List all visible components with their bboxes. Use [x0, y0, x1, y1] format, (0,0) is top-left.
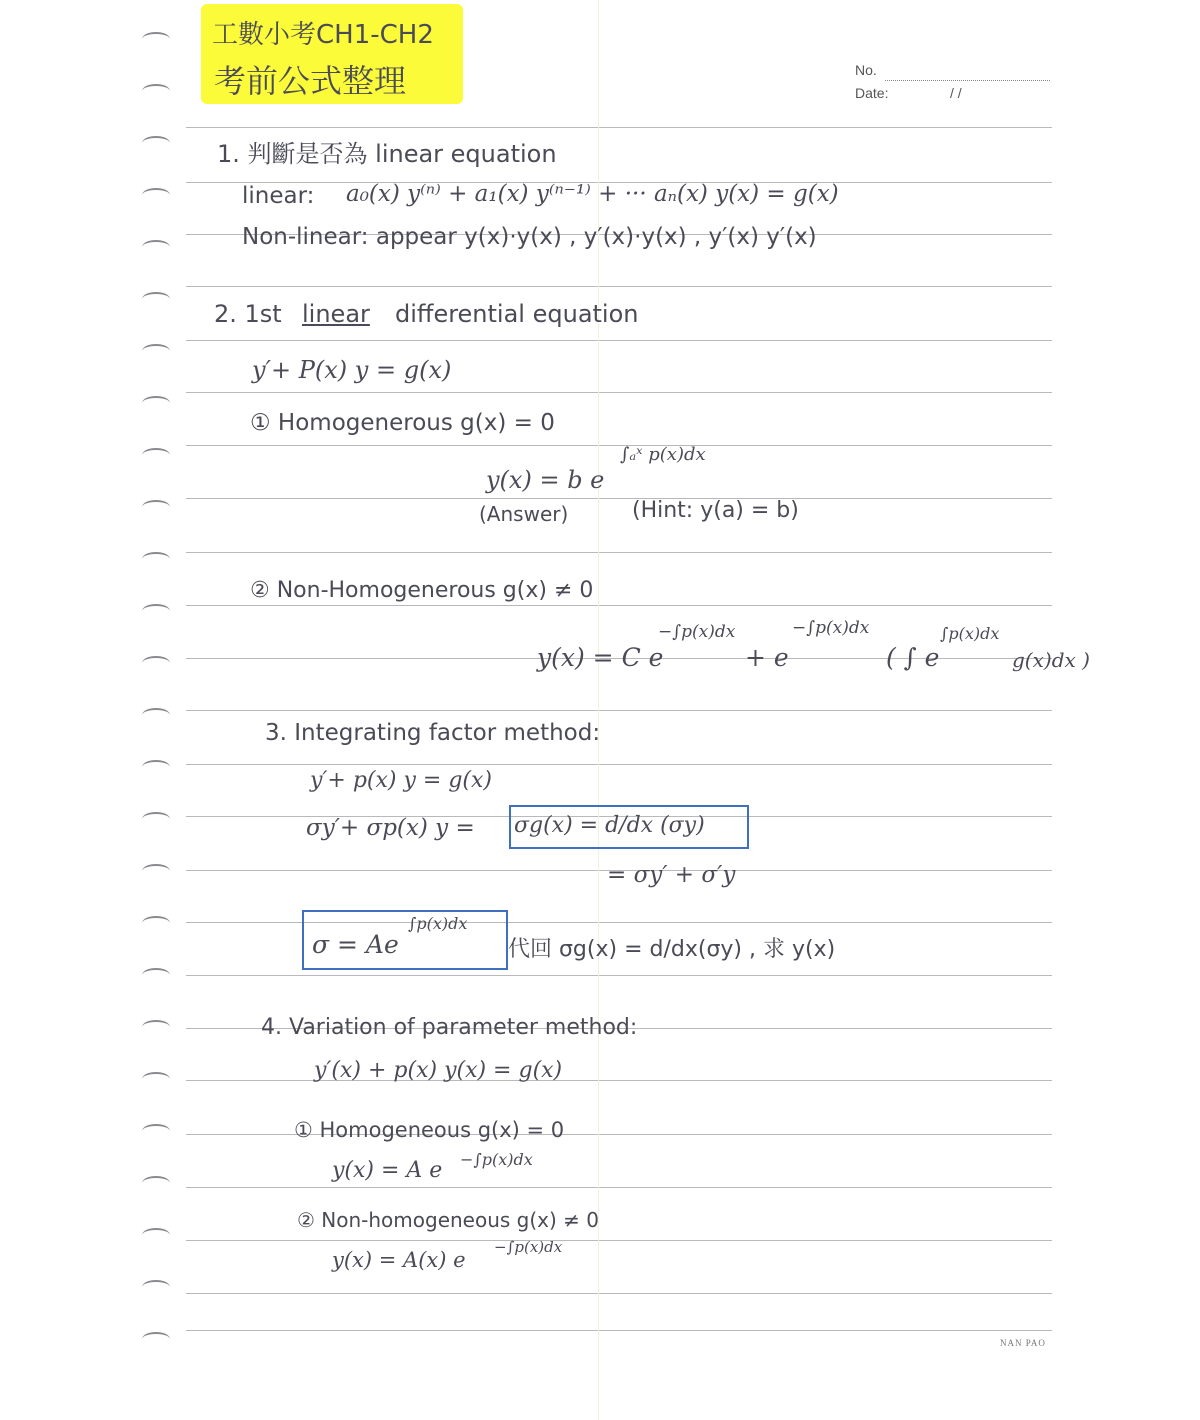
ruled-line — [186, 340, 1052, 341]
binder-hole — [142, 448, 170, 462]
binder-hole — [142, 812, 170, 826]
binder-hole — [142, 1072, 170, 1086]
section-3-equation: y′+ p(x) y = g(x) — [310, 768, 493, 793]
ruled-line — [186, 1293, 1052, 1294]
section-4-equation: y′(x) + p(x) y(x) = g(x) — [314, 1058, 563, 1083]
substitute-back-note: 代回 σg(x) = d/dx(σy) , 求 y(x) — [508, 937, 836, 962]
binder-hole — [142, 240, 170, 254]
answer-label: (Answer) — [479, 502, 569, 526]
ruled-line — [186, 764, 1052, 765]
nonhomogeneous-solution-term1: y(x) = C e — [537, 643, 664, 672]
ruled-line — [186, 975, 1052, 976]
binder-hole — [142, 1020, 170, 1034]
binder-hole — [142, 1176, 170, 1190]
binder-hole — [142, 552, 170, 566]
binder-hole — [142, 396, 170, 410]
ruled-line — [186, 1240, 1052, 1241]
binder-hole — [142, 656, 170, 670]
brand-label: NAN PAO — [1000, 1338, 1046, 1348]
no-line — [885, 80, 1050, 81]
binder-hole — [142, 292, 170, 306]
section-4-homogeneous-exponent: −∫p(x)dx — [460, 1150, 533, 1169]
product-rule-expansion: = σy′ + σ′y — [607, 862, 736, 888]
homogeneous-exponent: ∫ₐˣ p(x)dx — [620, 444, 706, 465]
sigma-exponent: ∫p(x)dx — [408, 914, 468, 933]
ruled-line — [186, 127, 1052, 128]
section-4-nonhomogeneous: ② Non-homogeneous g(x) ≠ 0 — [297, 1208, 600, 1232]
section-2-heading-rest: differential equation — [395, 300, 639, 328]
ruled-line — [186, 710, 1052, 711]
section-3-multiplied: σy′+ σp(x) y = — [306, 815, 475, 841]
binder-hole — [142, 760, 170, 774]
binder-hole — [142, 604, 170, 618]
section-2-underlined: linear — [302, 300, 370, 328]
linear-label: linear: — [242, 183, 315, 209]
section-2-equation: y′+ P(x) y = g(x) — [252, 356, 452, 384]
ruled-line — [186, 605, 1052, 606]
title-line-1: 工數小考CH1-CH2 — [212, 20, 434, 50]
ruled-line — [186, 552, 1052, 553]
binder-hole — [142, 32, 170, 46]
binder-hole — [142, 708, 170, 722]
ruled-line — [186, 1187, 1052, 1188]
homogeneous-case: ① Homogenerous g(x) = 0 — [250, 410, 555, 436]
ruled-line — [186, 286, 1052, 287]
binder-hole — [142, 188, 170, 202]
margin-line — [598, 0, 599, 1420]
no-label: No. — [855, 62, 877, 78]
section-4-nonhomogeneous-solution: y(x) = A(x) e — [332, 1248, 466, 1272]
nonlinear-condition: Non-linear: appear y(x)·y(x) , y′(x)·y(x) , y′(x) y′(x) — [242, 224, 817, 250]
section-2-number: 2. 1st — [214, 300, 282, 328]
sigma-definition: σ = Ae — [312, 930, 399, 959]
binder-hole — [142, 84, 170, 98]
binder-hole — [142, 344, 170, 358]
section-4-homogeneous-solution: y(x) = A e — [332, 1158, 443, 1183]
nonhomogeneous-case: ② Non-Homogenerous g(x) ≠ 0 — [250, 578, 594, 603]
binder-hole — [142, 136, 170, 150]
binder-hole — [142, 1280, 170, 1294]
date-label: Date: — [855, 85, 889, 101]
nonhomogeneous-integral: ( ∫ e — [886, 643, 940, 672]
binder-hole — [142, 1228, 170, 1242]
section-4-homogeneous: ① Homogeneous g(x) = 0 — [294, 1118, 565, 1142]
binder-hole — [142, 500, 170, 514]
title-line-2: 考前公式整理 — [214, 62, 407, 100]
nonhomogeneous-plus-e: + e — [745, 643, 789, 672]
section-1-heading: 1. 判斷是否為 linear equation — [217, 140, 557, 168]
linear-equation: a₀(x) y⁽ⁿ⁾ + a₁(x) y⁽ⁿ⁻¹⁾ + ··· aₙ(x) y(x) = g(x) — [346, 181, 839, 207]
binder-hole — [142, 1124, 170, 1138]
nonhomogeneous-tail: g(x)dx ) — [1012, 648, 1090, 672]
binder-hole — [142, 1332, 170, 1346]
nonhomogeneous-exponent-2: −∫p(x)dx — [792, 618, 870, 638]
section-3-heading: 3. Integrating factor method: — [265, 720, 601, 746]
section-4-heading: 4. Variation of parameter method: — [261, 1015, 638, 1040]
binder-hole — [142, 968, 170, 982]
date-separators: / / — [950, 85, 962, 101]
integrating-factor-identity: σg(x) = d/dx (σy) — [514, 813, 705, 838]
nonhomogeneous-exponent-3: ∫p(x)dx — [940, 624, 1000, 643]
ruled-line — [186, 498, 1052, 499]
ruled-line — [186, 445, 1052, 446]
binder-hole — [142, 916, 170, 930]
ruled-line — [186, 1330, 1052, 1331]
homogeneous-solution: y(x) = b e — [486, 466, 605, 494]
ruled-line — [186, 392, 1052, 393]
section-4-nonhomogeneous-exponent: −∫p(x)dx — [494, 1238, 563, 1256]
binder-hole — [142, 864, 170, 878]
hint-text: (Hint: y(a) = b) — [632, 498, 799, 523]
nonhomogeneous-exponent-1: −∫p(x)dx — [658, 622, 736, 642]
